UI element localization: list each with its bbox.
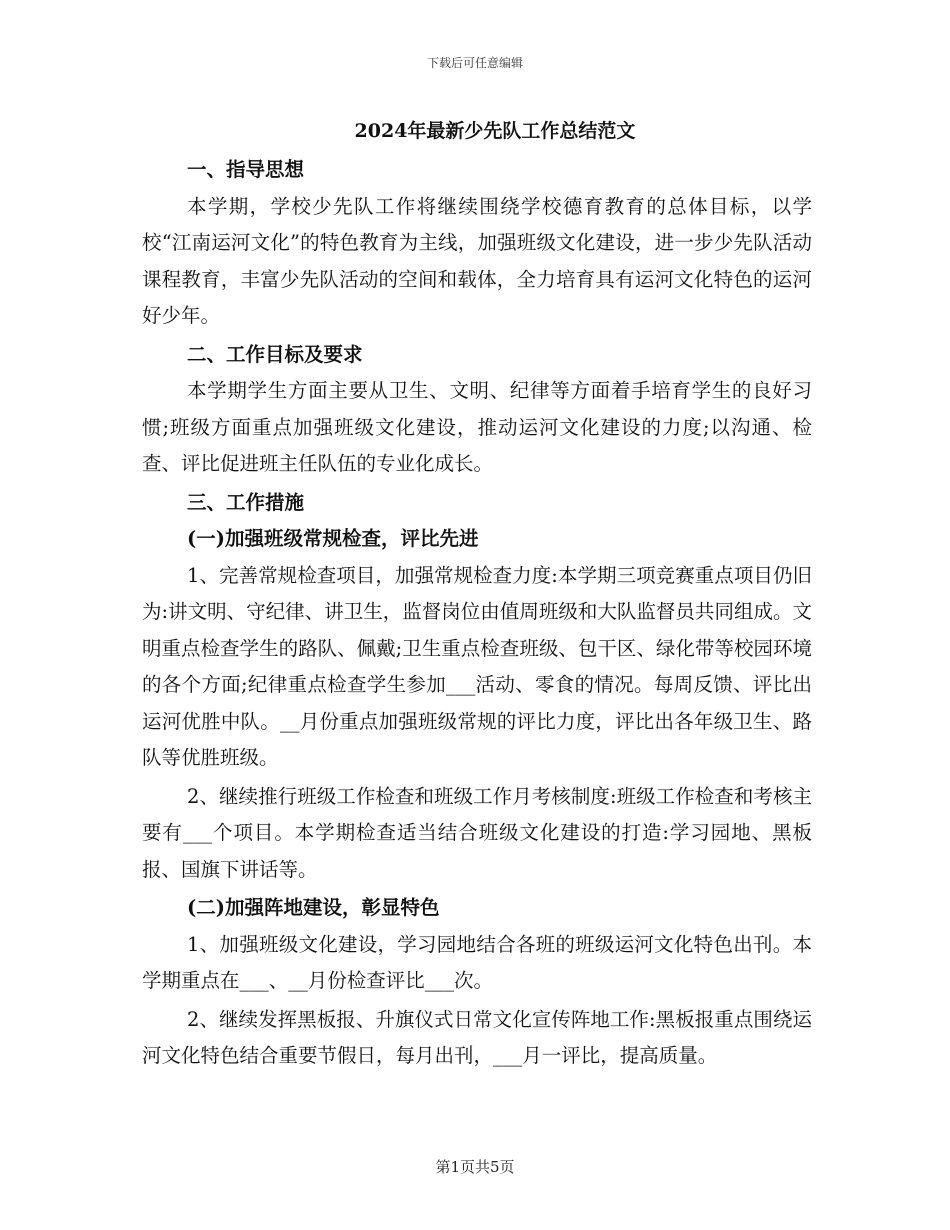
- subsection-heading-position-building: (二)加强阵地建设，彰显特色: [187, 896, 440, 919]
- section-heading-measures: 三、工作措施: [187, 490, 305, 514]
- document-title: 2024年最新少先队工作总结范文: [354, 120, 636, 142]
- paragraph-position-building-1: 1、加强班级文化建设，学习园地结合各班的班级运河文化特色出刊。本学期重点在___、__月份检查评比___次。: [142, 932, 812, 992]
- paragraph-guiding-ideology: 本学期，学校少先队工作将继续围绕学校德育教育的总体目标，以学校“江南运河文化”的特色教育为主线，加强班级文化建设，进一步少先队活动课程教育，丰富少先队活动的空间和载体，全力培育具有运河文化特色的运河好少年。: [142, 194, 812, 327]
- page-header-note: 下载后可任意编辑: [426, 56, 523, 70]
- section-heading-goals: 二、工作目标及要求: [187, 342, 363, 366]
- document-body: [142, 150, 812, 1077]
- section-heading-guiding-ideology: 一、指导思想: [187, 158, 305, 181]
- page-number-footer: 第1页共5页: [435, 1158, 515, 1176]
- paragraph-routine-check-2: 2、继续推行班级工作检查和班级工作月考核制度:班级工作检查和考核主要有___个项目。本学期检查适当结合班级文化建设的打造:学习园地、黑板报、国旗下讲话等。: [142, 784, 812, 881]
- paragraph-position-building-2: 2、继续发挥黑板报、升旗仪式日常文化宣传阵地工作:黑板报重点围绕运河文化特色结合重要节假日，每月出刊，___月一评比，提高质量。: [142, 1007, 812, 1067]
- subsection-heading-routine-check: (一)加强班级常规检查，评比先进: [187, 527, 479, 550]
- paragraph-goals: 本学期学生方面主要从卫生、文明、纪律等方面着手培育学生的良好习惯;班级方面重点加强班级文化建设，推动运河文化建设的力度;以沟通、检查、评比促进班主任队伍的专业化成长。: [142, 379, 812, 475]
- paragraph-routine-check-1: 1、完善常规检查项目，加强常规检查力度:本学期三项竞赛重点项目仍旧为:讲文明、守纪律、讲卫生，监督岗位由值周班级和大队监督员共同组成。文明重点检查学生的路队、佩戴;卫生重点检查班级、包干区、绿化带等校园环境的各个方面;纪律重点检查学生参加___活动、零食的情况。每周反馈、评比出运河优胜中队。__月份重点加强班级常规的评比力度，评比出各年级卫生、路队等优胜班级。: [142, 563, 812, 769]
